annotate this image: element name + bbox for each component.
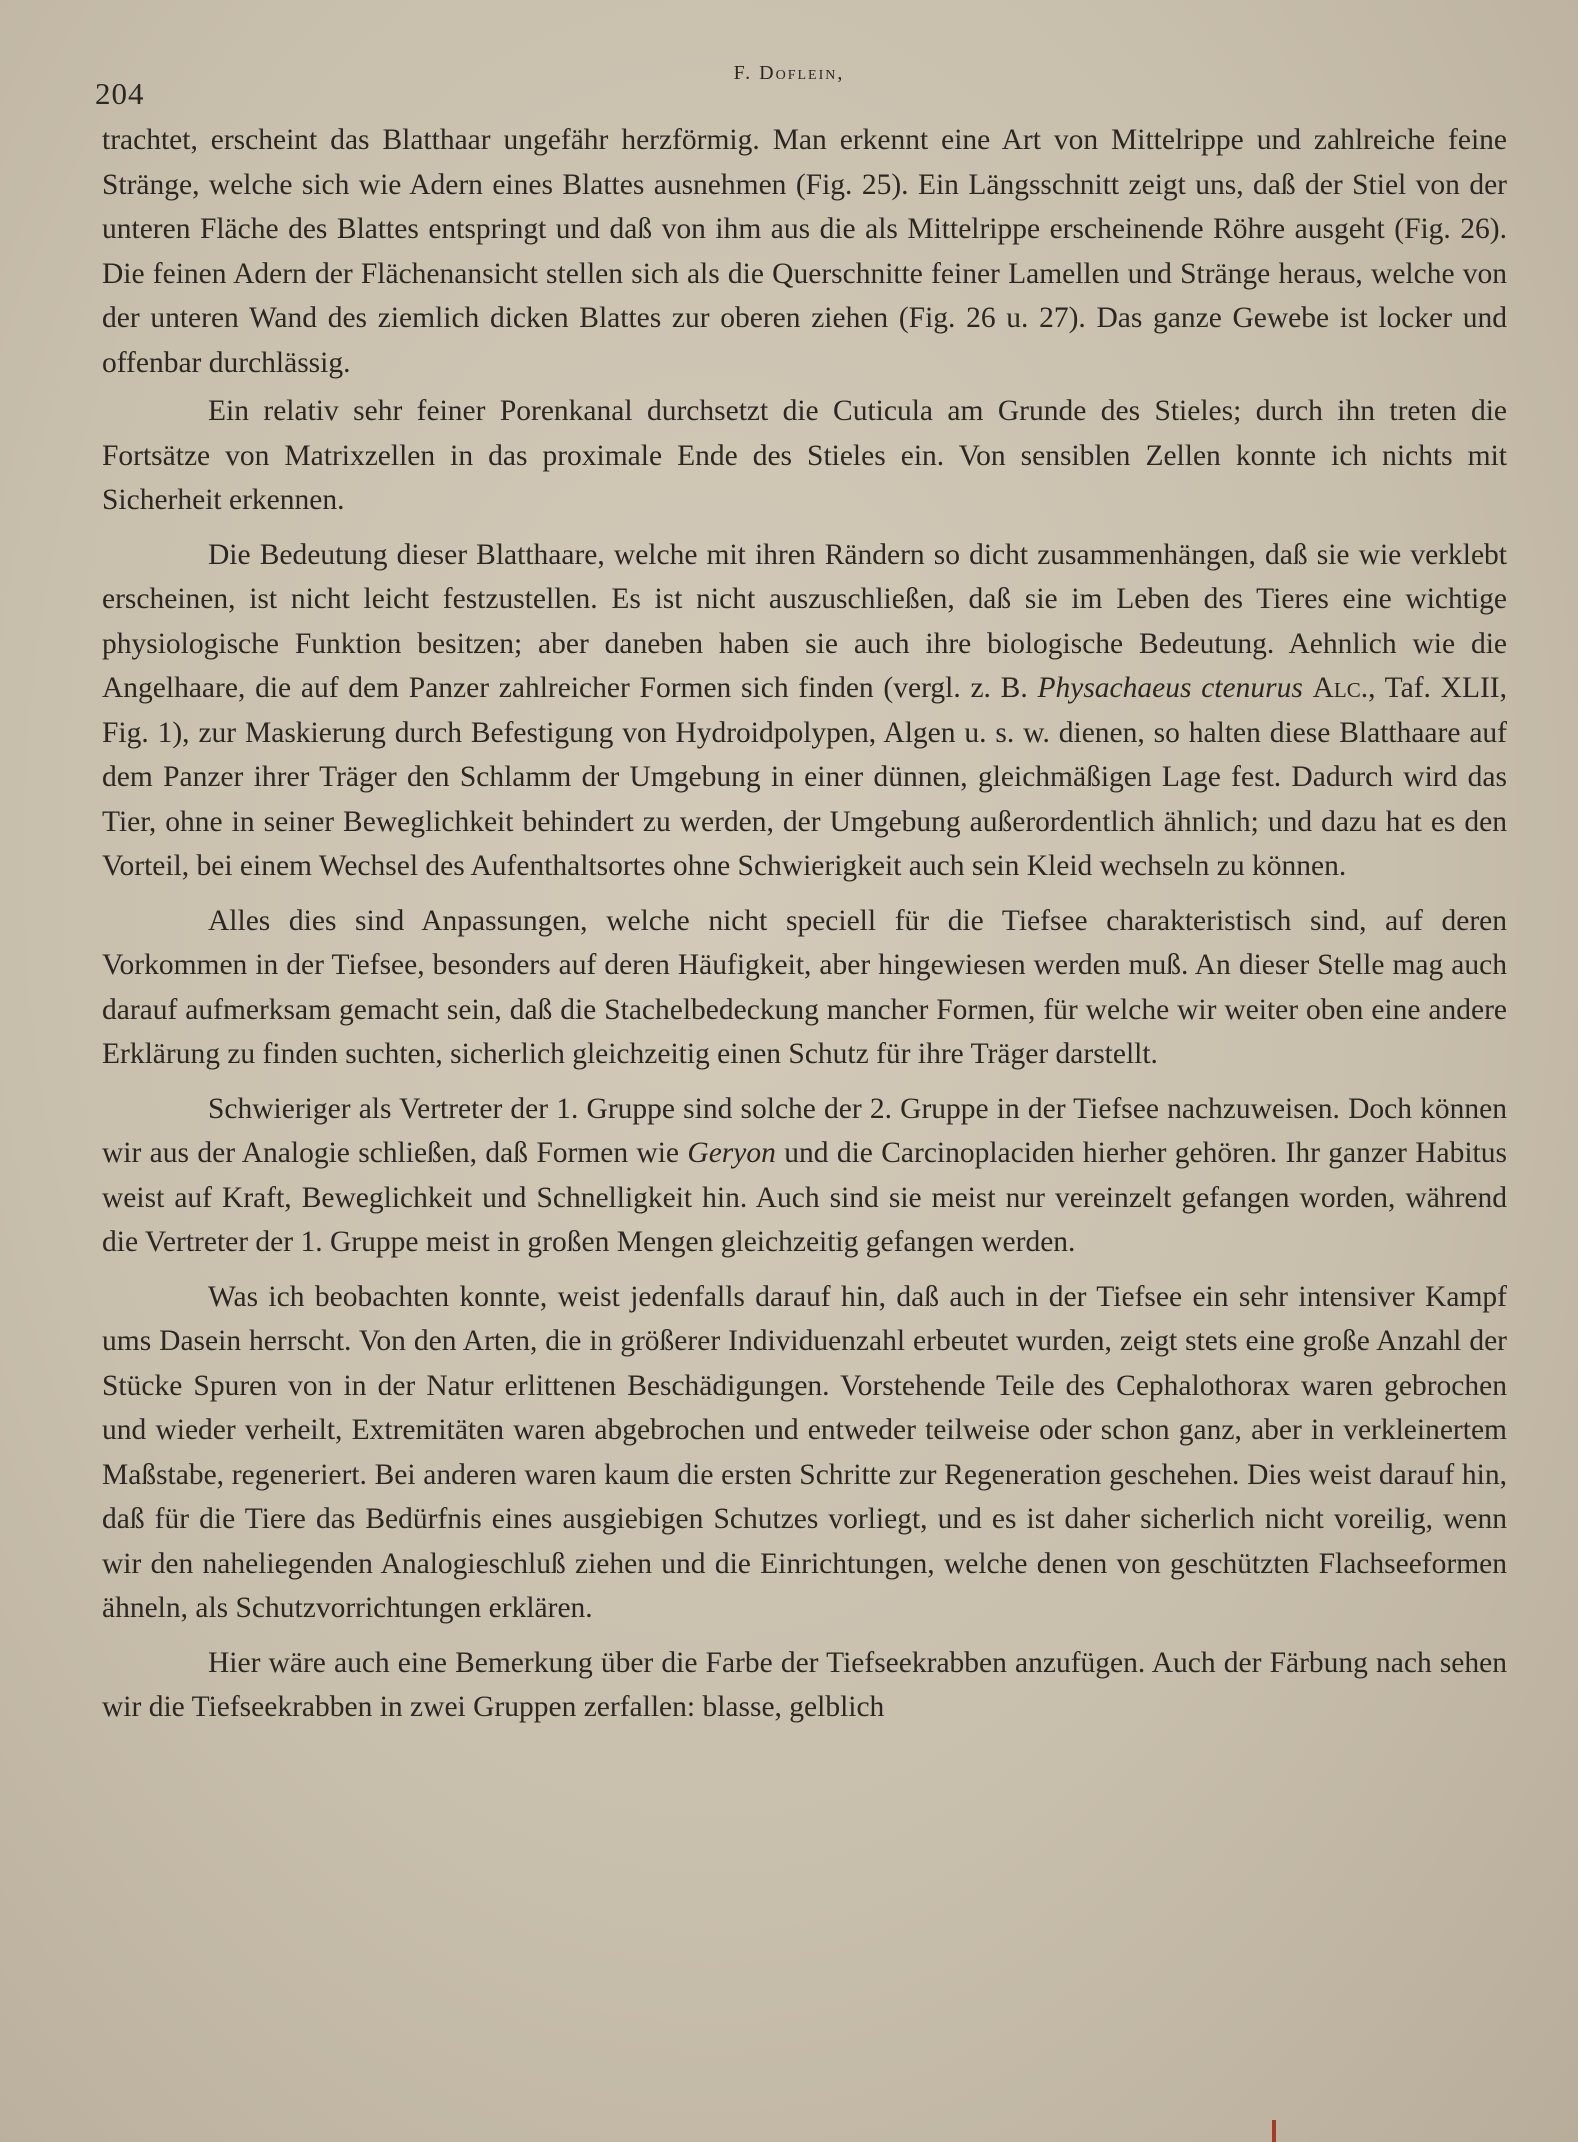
paragraph-1: trachtet, erscheint das Blatthaar ungefähr herzförmig. Man erkennt eine Art von Mittelrippe und zahlreiche feine Stränge, welche sich wie Adern eines Blattes ausnehmen (Fig. 25). Ein Längsschnitt zeigt uns, daß der Stiel von der unteren Fläche des Blattes entspringt und daß von ihm aus die als Mittelrippe erscheinende Röhre ausgeht (Fig. 26). Die feinen Adern der Flächenansicht stellen sich als die Querschnitte feiner Lamellen und Stränge heraus, welche von der unteren Wand des ziemlich dicken Blattes zur oberen ziehen (Fig. 26 u. 27). Das ganze Gewebe ist locker und offenbar durchlässig. (102, 124, 1507, 379)
paragraph-3 (102, 533, 1507, 889)
paragraph-3-text-b: , Taf. XLII, Fig. 1), zur Maskierung durch Befestigung von Hydroidpolypen, Algen u. s. w. dienen, so halten diese Blatthaare auf dem Panzer ihrer Träger den Schlamm der Umgebung in einer dünnen, gleichmäßigen Lage fest. Dadurch wird das Tier, ohne in seiner Beweglichkeit behindert zu werden, der Umgebung außerordentlich ähnlich; und dazu hat es den Vorteil, bei einem Wechsel des Aufenthaltsortes ohne Schwierigkeit auch sein Kleid wechseln zu können. (102, 672, 1508, 882)
body-text (102, 118, 1507, 1730)
running-head: F. Doflein, (733, 62, 845, 84)
paragraph-5 (102, 1087, 1507, 1265)
paragraph-5-text-b: und die Carcinoplaciden hierher gehören. Ihr ganzer Habitus weist auf Kraft, Beweglichkeit und Schnelligkeit hin. Auch sind sie meist nur vereinzelt gefangen worden, während die Vertreter der 1. Gruppe meist in großen Mengen gleichzeitig gefangen werden. (102, 1137, 1507, 1258)
paragraph-7: Hier wäre auch eine Bemerkung über die Farbe der Tiefseekrabben anzufügen. Auch der Färbung nach sehen wir die Tiefseekrabben in zwei Gruppen zerfallen: blasse, gelblich (102, 1646, 1507, 1723)
species-name: Physachaeus ctenurus (1037, 672, 1303, 704)
red-margin-mark (1272, 2120, 1276, 2142)
paragraph-3-text-a: Die Bedeutung dieser Blatthaare, welche mit ihren Rändern so dicht zusammenhängen, daß sie wie verklebt erscheinen, ist nicht leicht festzustellen. Es ist nicht auszuschließen, daß sie im Leben des Tieres eine wichtige physiologische Funktion besitzen; aber daneben haben sie auch ihre biologische Bedeutung. Aehnlich wie die Angelhaare, die auf dem Panzer zahlreicher Formen sich finden (vergl. z. B. (102, 538, 1507, 704)
paragraph-4: Alles dies sind Anpassungen, welche nicht speciell für die Tiefsee charakteristisch sind, auf deren Vorkommen in der Tiefsee, besonders auf deren Häufigkeit, aber hingewiesen werden muß. An dieser Stelle mag auch darauf aufmerksam gemacht sein, daß die Stachelbedeckung mancher Formen, für welche wir weiter oben eine andere Erklärung zu finden suchten, sicherlich gleichzeitig einen Schutz für ihre Träger darstellt. (102, 904, 1507, 1070)
paragraph-6: Was ich beobachten konnte, weist jedenfalls darauf hin, daß auch in der Tiefsee ein sehr intensiver Kampf ums Dasein herrscht. Von den Arten, die in größerer Individuenzahl erbeutet wurden, zeigt stets eine große Anzahl der Stücke Spuren von in der Natur erlittenen Beschädigungen. Vorstehende Teile des Cephalothorax waren gebrochen und wieder verheilt, Extremitäten waren abgebrochen und entweder teilweise oder schon ganz, aber in verkleinertem Maßstabe, regeneriert. Bei anderen waren kaum die ersten Schritte zur Regeneration geschehen. Dies weist darauf hin, daß für die Tiere das Bedürfnis eines ausgiebigen Schutzes vorliegt, und es ist daher sicherlich nicht voreilig, wenn wir den naheliegenden Analogieschluß ziehen und die Einrichtungen, welche denen von geschützten Flachseeformen ähneln, als Schutzvorrichtungen erklären. (102, 1280, 1507, 1624)
paragraph-2: Ein relativ sehr feiner Porenkanal durchsetzt die Cuticula am Grunde des Stieles; durch ihn treten die Fortsätze von Matrixzellen in das proximale Ende des Stieles ein. Von sensiblen Zellen konnte ich nichts mit Sicherheit erkennen. (102, 395, 1507, 516)
paragraph-5-text-a: Schwieriger als Vertreter der 1. Gruppe sind solche der 2. Gruppe in der Tiefsee nachzuweisen. Doch können wir aus der Analogie schließen, daß Formen wie (102, 1092, 1507, 1169)
page-number: 204 (95, 76, 145, 111)
genus-name: Geryon (687, 1137, 776, 1169)
species-author: Alc. (1312, 672, 1369, 704)
